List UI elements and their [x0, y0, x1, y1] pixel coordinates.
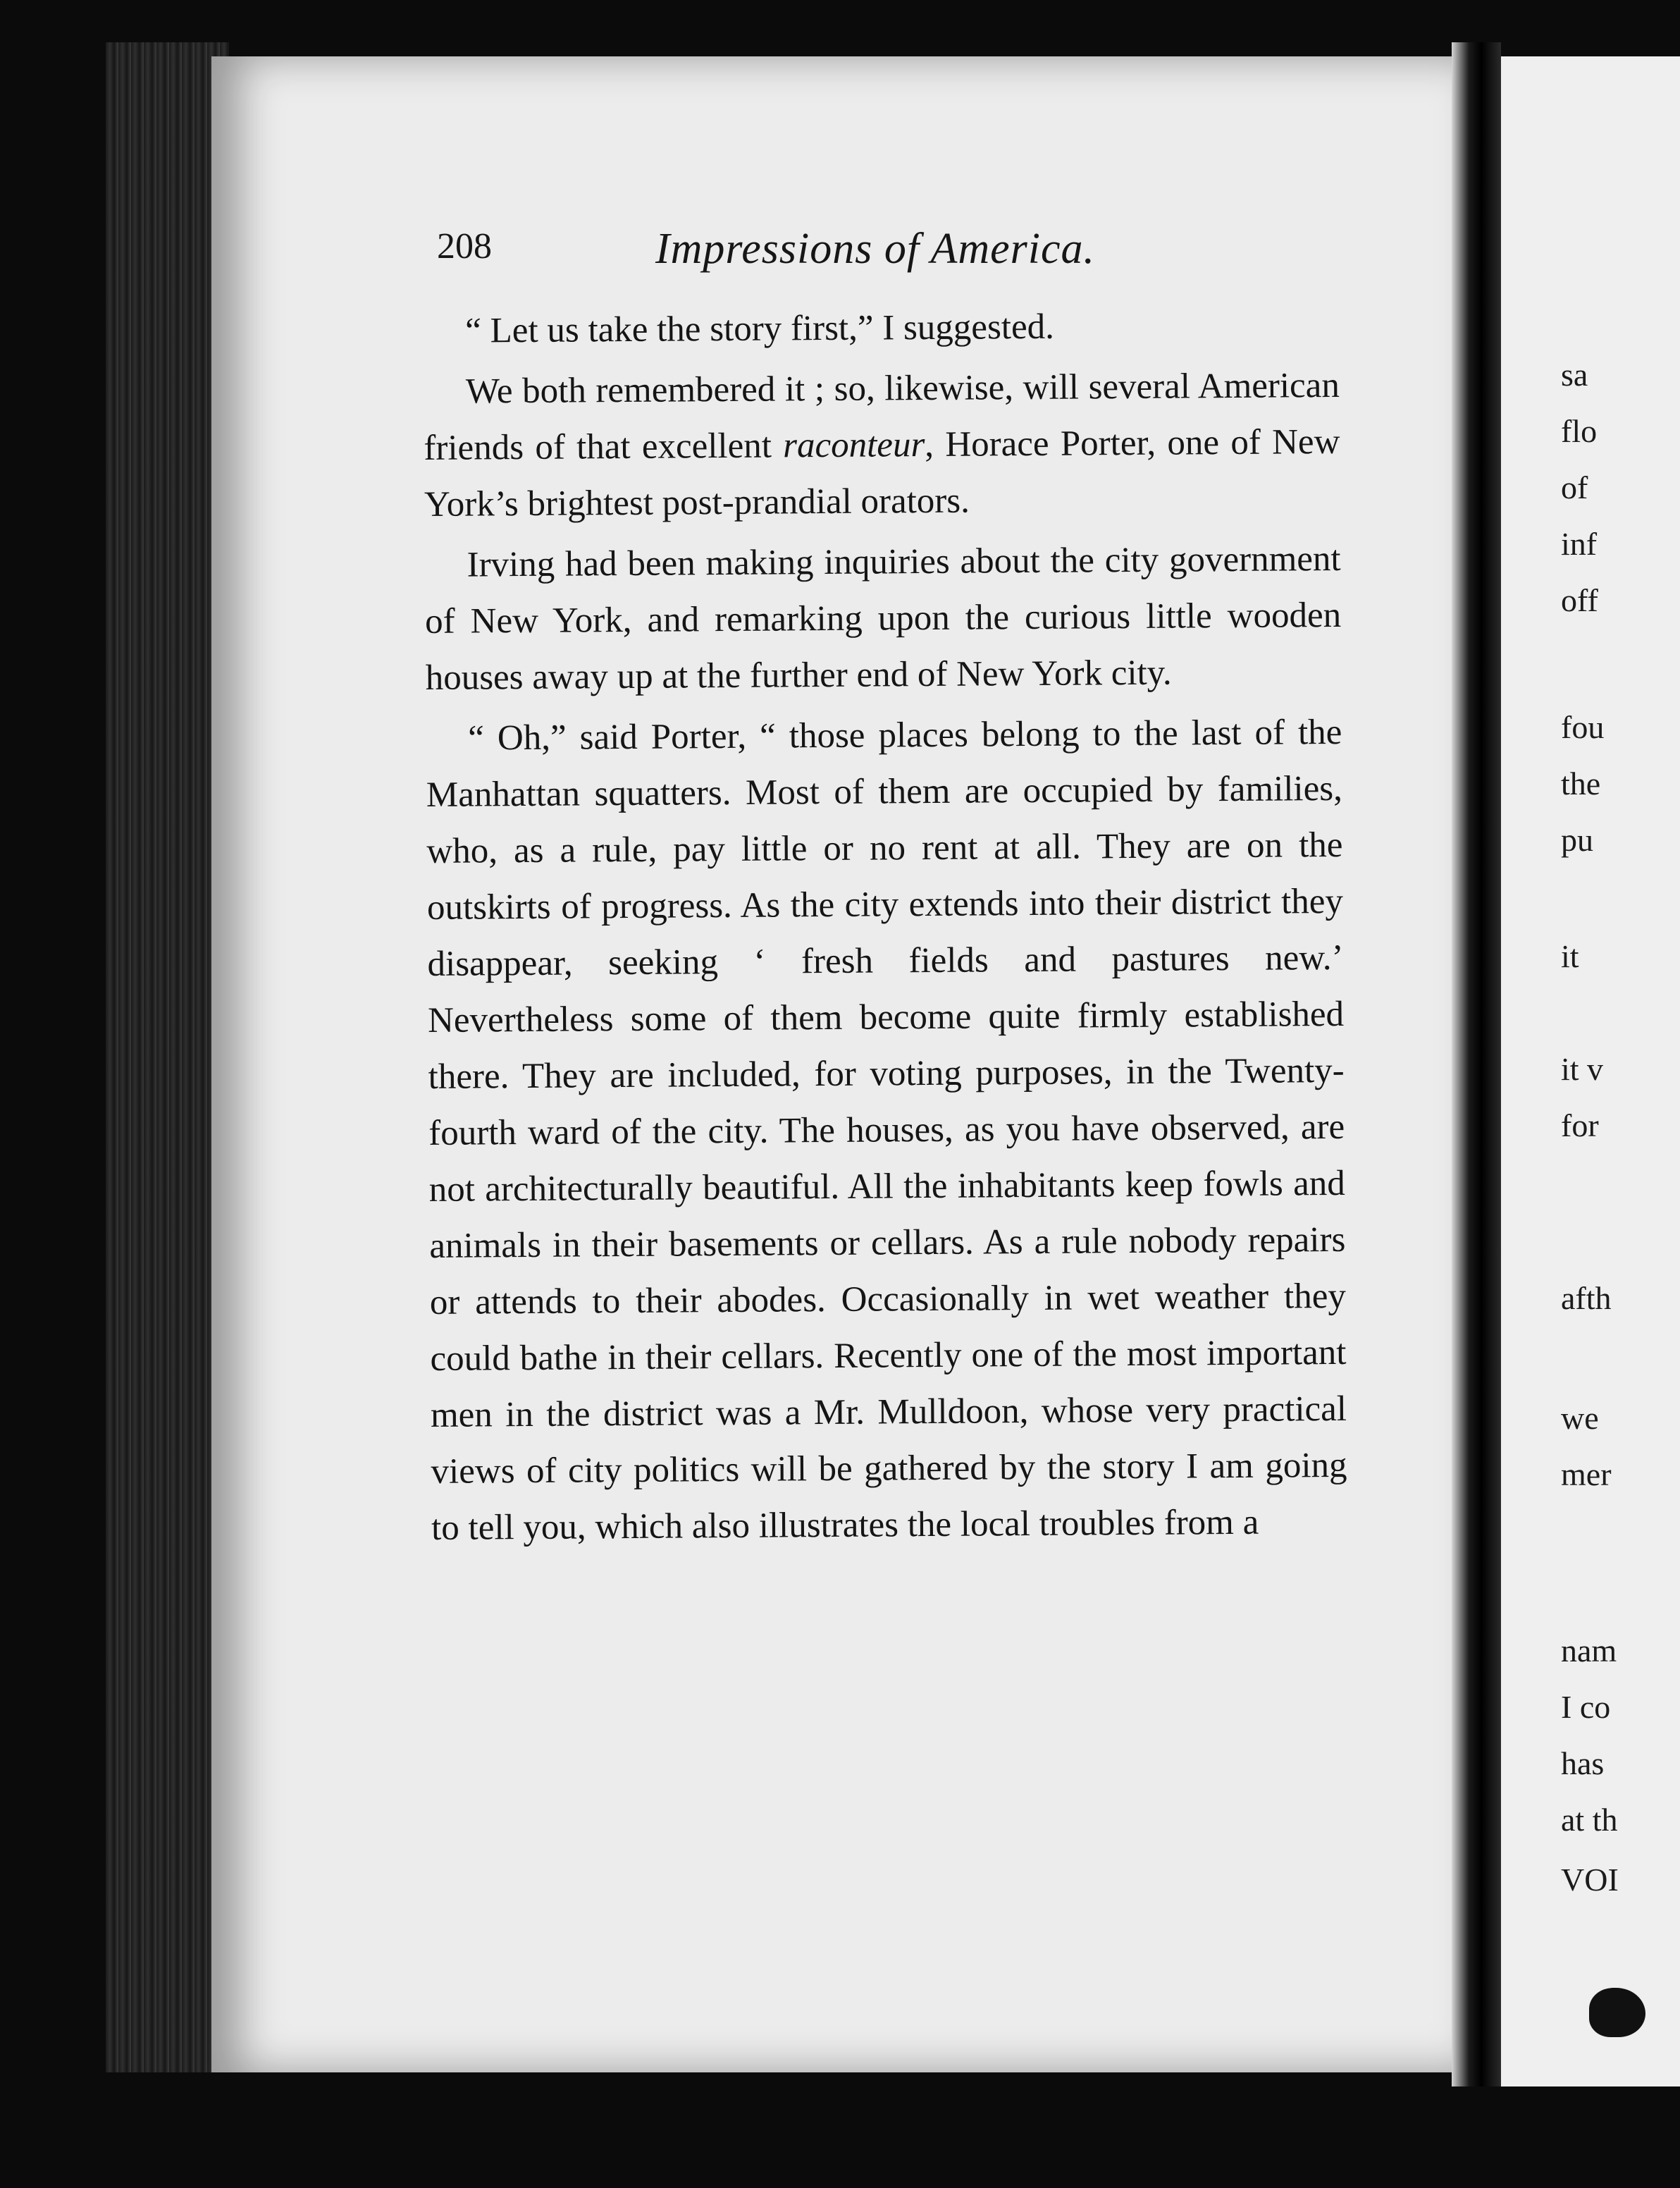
right-fragment: I co [1561, 1689, 1611, 1725]
right-fragment: inf [1561, 526, 1598, 562]
page-number: 208 [437, 226, 492, 266]
right-fragment: at th [1561, 1802, 1618, 1838]
right-fragment: mer [1561, 1456, 1612, 1492]
right-fragment: it [1561, 938, 1579, 974]
right-fragment: nam [1561, 1633, 1617, 1668]
right-fragment: sa [1561, 357, 1588, 393]
italic-term: raconteur [782, 425, 925, 466]
right-fragment: it v [1561, 1051, 1604, 1087]
body-text [423, 297, 1347, 1556]
paragraph-2-text-a: We both remembered it ; so, likewise, will several American friends of that excellent [424, 365, 1340, 468]
right-fragment: pu [1561, 822, 1593, 858]
right-fragment: off [1561, 582, 1598, 618]
paragraph-3: Irving had been making inquiries about the city government of New York, and remarking upon the curious little wooden houses away up at the further end of New York city. [424, 539, 1342, 698]
right-fragment: we [1561, 1400, 1599, 1436]
page-header [437, 226, 1339, 289]
book-spine [1452, 42, 1501, 2086]
right-fragment: for [1561, 1107, 1599, 1143]
right-fragment: flo [1561, 413, 1598, 449]
ink-blot [1589, 1988, 1645, 2037]
right-fragment: the [1561, 766, 1601, 801]
right-fragment: of [1561, 469, 1588, 505]
paragraph-1: “ Let us take the story first,” I suggested. [465, 307, 1055, 351]
paragraph-2 [424, 357, 1341, 533]
paragraph-2-text-b: , Horace Porter, one of New York’s brightest post-prandial orators. [424, 422, 1340, 524]
page-edges [106, 42, 229, 2072]
right-fragment: fou [1561, 709, 1605, 745]
right-fragment: VOI [1561, 1862, 1619, 1898]
right-fragment: has [1561, 1745, 1605, 1781]
right-fragment: afth [1561, 1280, 1612, 1316]
paragraph-4: “ Oh,” said Porter, “ those places belong to the last of the Manhattan squatters. Most of them are occupied by families, who, as a rule, pay little or no rent at all. They are on the outskirts of progress. As the city extends into their district they disappear, seeking ‘ fresh fields and pastures new.’ Nevertheless some of them become quite firmly established there. They are included, for voting purposes, in the Twenty-fourth ward of the city. The houses, as you have observed, are not architecturally beautiful. All the inhabitants keep fowls and animals in their basements or cellars. As a rule nobody repairs or attends to their abodes. Occasionally in wet weather they could bathe in their cellars. Recently one of the most important men in the district was a Mr. Mulldoon, whose very practical views of city politics will be gathered by the story I am going to tell you, which also illustrates the local troubles from a [426, 712, 1347, 1548]
running-title: Impressions of America. [655, 225, 1096, 273]
